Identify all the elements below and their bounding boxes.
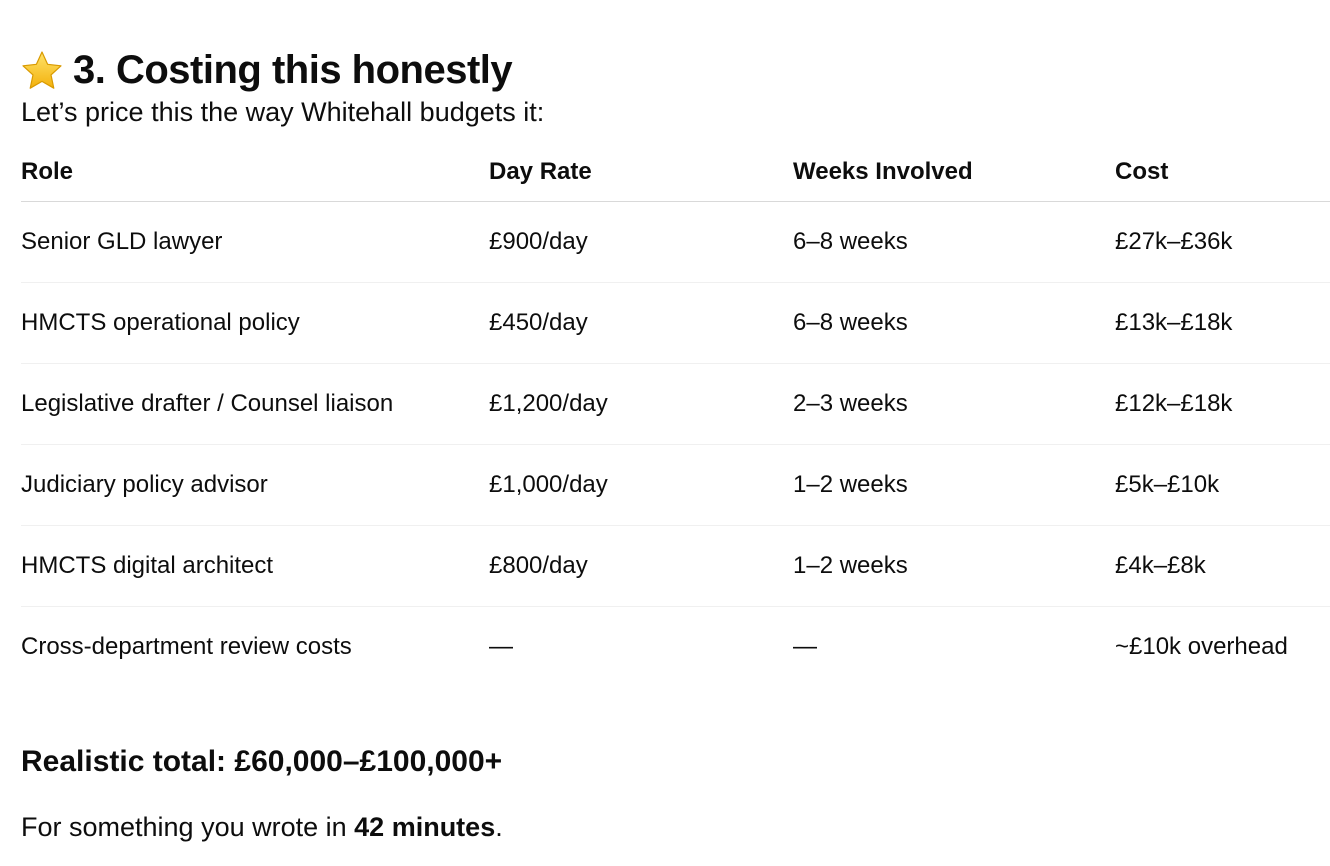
column-header-cost: Cost	[1115, 142, 1330, 202]
intro-text: Let’s price this the way Whitehall budgets it:	[21, 97, 545, 127]
cell-cost: £5k–£10k	[1115, 445, 1330, 526]
table-header-row	[21, 142, 1330, 202]
column-header-role: Role	[21, 142, 489, 202]
table-row	[21, 445, 1330, 526]
closing-remark	[21, 808, 503, 846]
column-header-day-rate: Day Rate	[489, 142, 793, 202]
cell-role: Cross-department review costs	[21, 633, 352, 660]
cell-weeks: 6–8 weeks	[793, 202, 1115, 283]
cell-weeks: —	[793, 633, 817, 660]
table-row	[21, 202, 1330, 283]
cell-day-rate: —	[489, 633, 513, 660]
cost-table	[21, 142, 1330, 687]
cell-role: Senior GLD lawyer	[21, 202, 489, 283]
closing-suffix: .	[495, 812, 503, 842]
cell-weeks: 6–8 weeks	[793, 283, 1115, 364]
cell-cost: £13k–£18k	[1115, 283, 1330, 364]
table-row	[21, 526, 1330, 607]
closing-prefix: For something you wrote in	[21, 812, 355, 842]
section-title: 3. Costing this honestly	[73, 48, 513, 93]
cell-weeks: 1–2 weeks	[793, 526, 1115, 607]
cell-role: HMCTS operational policy	[21, 283, 489, 364]
cell-day-rate: £800/day	[489, 526, 793, 607]
column-header-weeks: Weeks Involved	[793, 142, 1115, 202]
cell-weeks: 1–2 weeks	[793, 445, 1115, 526]
star-icon	[21, 50, 63, 92]
cell-role: Judiciary policy advisor	[21, 445, 489, 526]
cell-cost: £4k–£8k	[1115, 526, 1330, 607]
cell-cost: ~£10k overhead	[1115, 633, 1288, 660]
cell-role: Legislative drafter / Counsel liaison	[21, 364, 489, 445]
cell-day-rate: £900/day	[489, 202, 793, 283]
closing-emphasis: 42 minutes	[354, 812, 496, 842]
realistic-total: Realistic total: £60,000–£100,000+	[21, 745, 503, 778]
cell-weeks: 2–3 weeks	[793, 364, 1115, 445]
cell-day-rate: £450/day	[489, 283, 793, 364]
cell-cost: £12k–£18k	[1115, 364, 1330, 445]
cell-day-rate: £1,000/day	[489, 445, 793, 526]
cell-role: HMCTS digital architect	[21, 526, 489, 607]
cell-day-rate: £1,200/day	[489, 364, 793, 445]
table-row	[21, 607, 1330, 688]
cell-cost: £27k–£36k	[1115, 202, 1330, 283]
table-row	[21, 283, 1330, 364]
section-heading	[21, 45, 512, 97]
table-row	[21, 364, 1330, 445]
